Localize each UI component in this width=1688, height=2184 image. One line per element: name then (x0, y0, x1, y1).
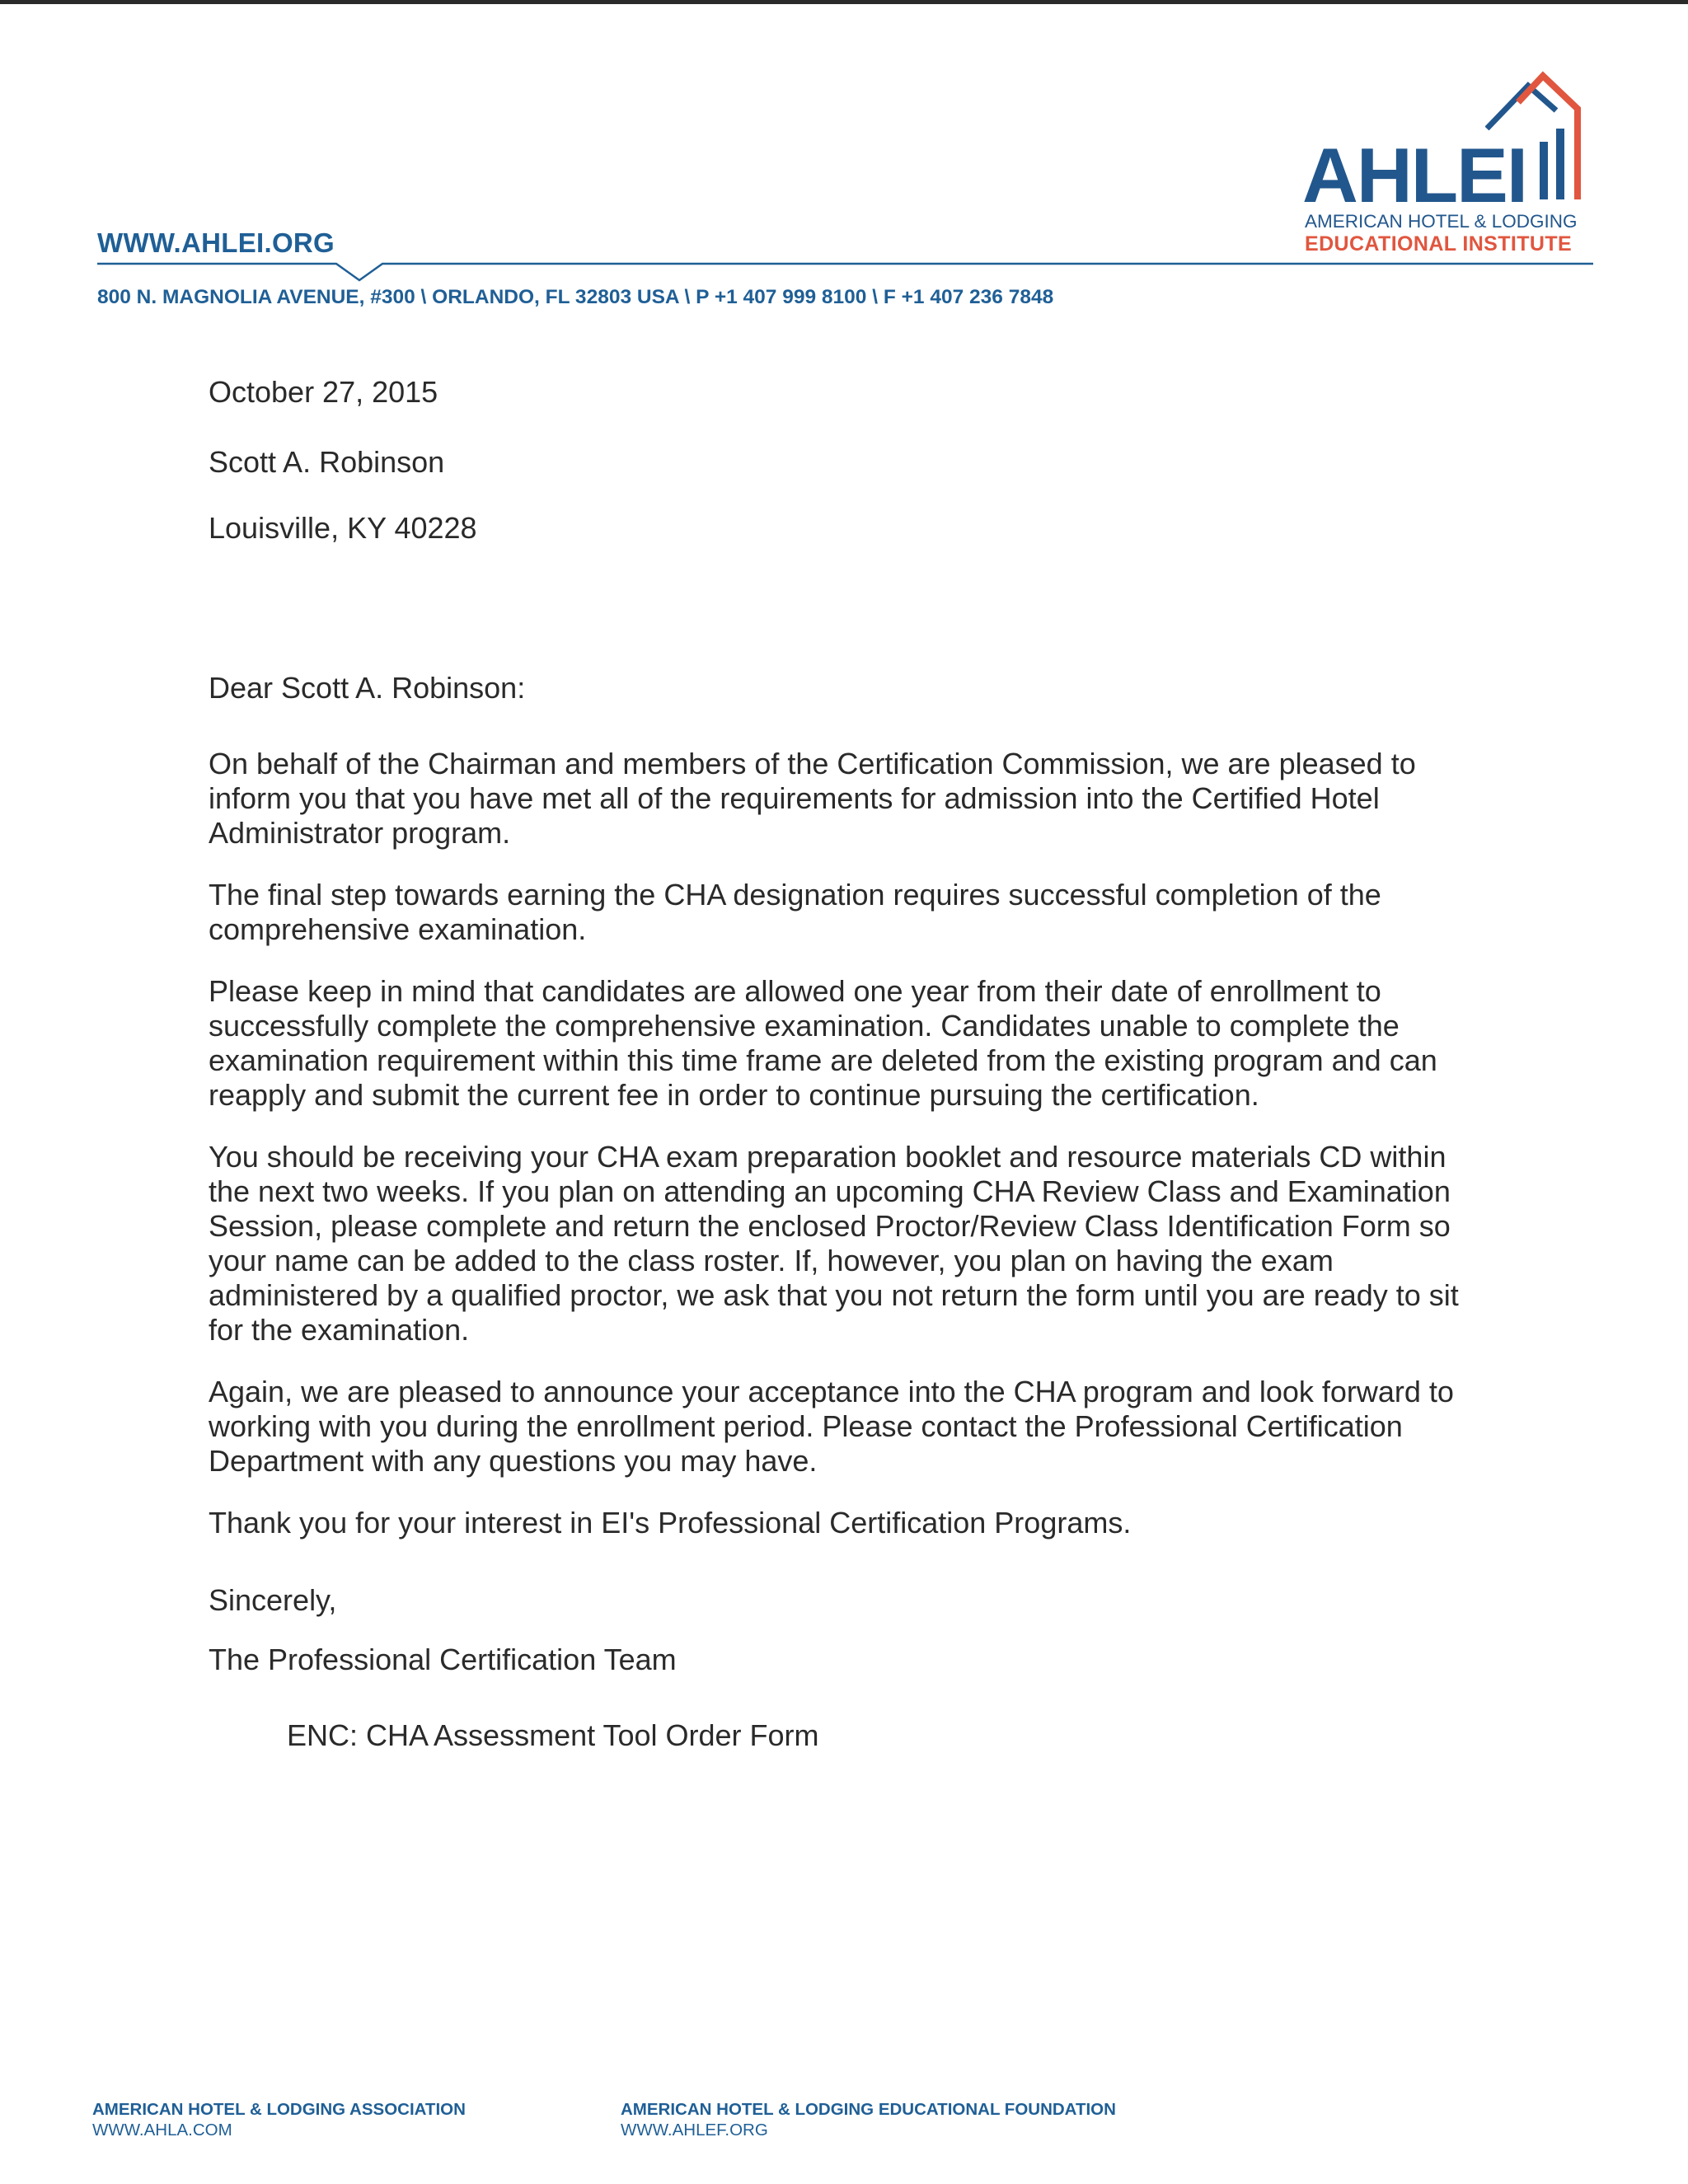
enclosure-note: ENC: CHA Assessment Tool Order Form (287, 1718, 819, 1752)
closing: Sincerely, (209, 1583, 337, 1617)
header-address: 800 N. MAGNOLIA AVENUE, #300 \ ORLANDO, FL 32803 USA \ P +1 407 999 8100 \ F +1 407 236 7848 (97, 286, 1054, 308)
paragraph-4: You should be receiving your CHA exam preparation booklet and resource materials CD within the next two weeks. If you plan on attending an upcoming CHA Review Class and Examination Session, please complete and return the enclosed Proctor/Review Class Identification Form so your name can be added to the class roster. If, however, you plan on having the exam administered by a qualified proctor, we ask that you not return the form until you are ready to sit for the examination. (209, 1140, 1459, 1347)
signature-team: The Professional Certification Team (209, 1643, 677, 1676)
salutation: Dear Scott A. Robinson: (209, 671, 526, 705)
footer-ahla-name: AMERICAN HOTEL & LODGING ASSOCIATION (92, 2100, 466, 2119)
footer-ahlef-url: WWW.AHLEF.ORG (621, 2121, 768, 2139)
thanks-line: Thank you for your interest in EI's Professional Certification Programs. (209, 1506, 1132, 1540)
logo-wordmark: AHLEI (1302, 132, 1526, 218)
paragraph-1: On behalf of the Chairman and members of the Certification Commission, we are pleased to inform you that you have met all of the requirements for admission into the Certified Hotel Administrator program. (209, 747, 1416, 850)
ahlei-logo (1302, 71, 1599, 260)
header-divider (97, 257, 1593, 290)
logo-tagline-bottom: EDUCATIONAL INSTITUTE (1305, 232, 1573, 255)
footer-ahla-url: WWW.AHLA.COM (92, 2121, 232, 2139)
footer-ahla (92, 2099, 466, 2140)
paragraph-2: The final step towards earning the CHA designation requires successful completion of the comprehensive examination. (209, 878, 1381, 946)
logo-tagline-top: AMERICAN HOTEL & LODGING (1305, 211, 1578, 232)
letter-date: October 27, 2015 (209, 375, 438, 409)
footer-ahlef (621, 2099, 1116, 2140)
letter-body (209, 375, 1478, 1753)
recipient-city: Louisville, KY 40228 (209, 511, 477, 545)
recipient-name: Scott A. Robinson (209, 445, 445, 479)
footer-ahlef-name: AMERICAN HOTEL & LODGING EDUCATIONAL FOUNDATION (621, 2100, 1116, 2119)
scan-edge (0, 0, 1688, 4)
paragraph-3: Please keep in mind that candidates are allowed one year from their date of enrollment to successfully complete the comprehensive examination. Candidates unable to complete the examination requirement within this time frame are deleted from the existing program and can reapply and submit the current fee in order to continue pursuing the certification. (209, 974, 1437, 1112)
header-website: WWW.AHLEI.ORG (97, 227, 335, 258)
paragraph-5: Again, we are pleased to announce your acceptance into the CHA program and look forward to working with you during the enrollment period. Please contact the Professional Certification Department with any questions you may have. (209, 1375, 1454, 1478)
